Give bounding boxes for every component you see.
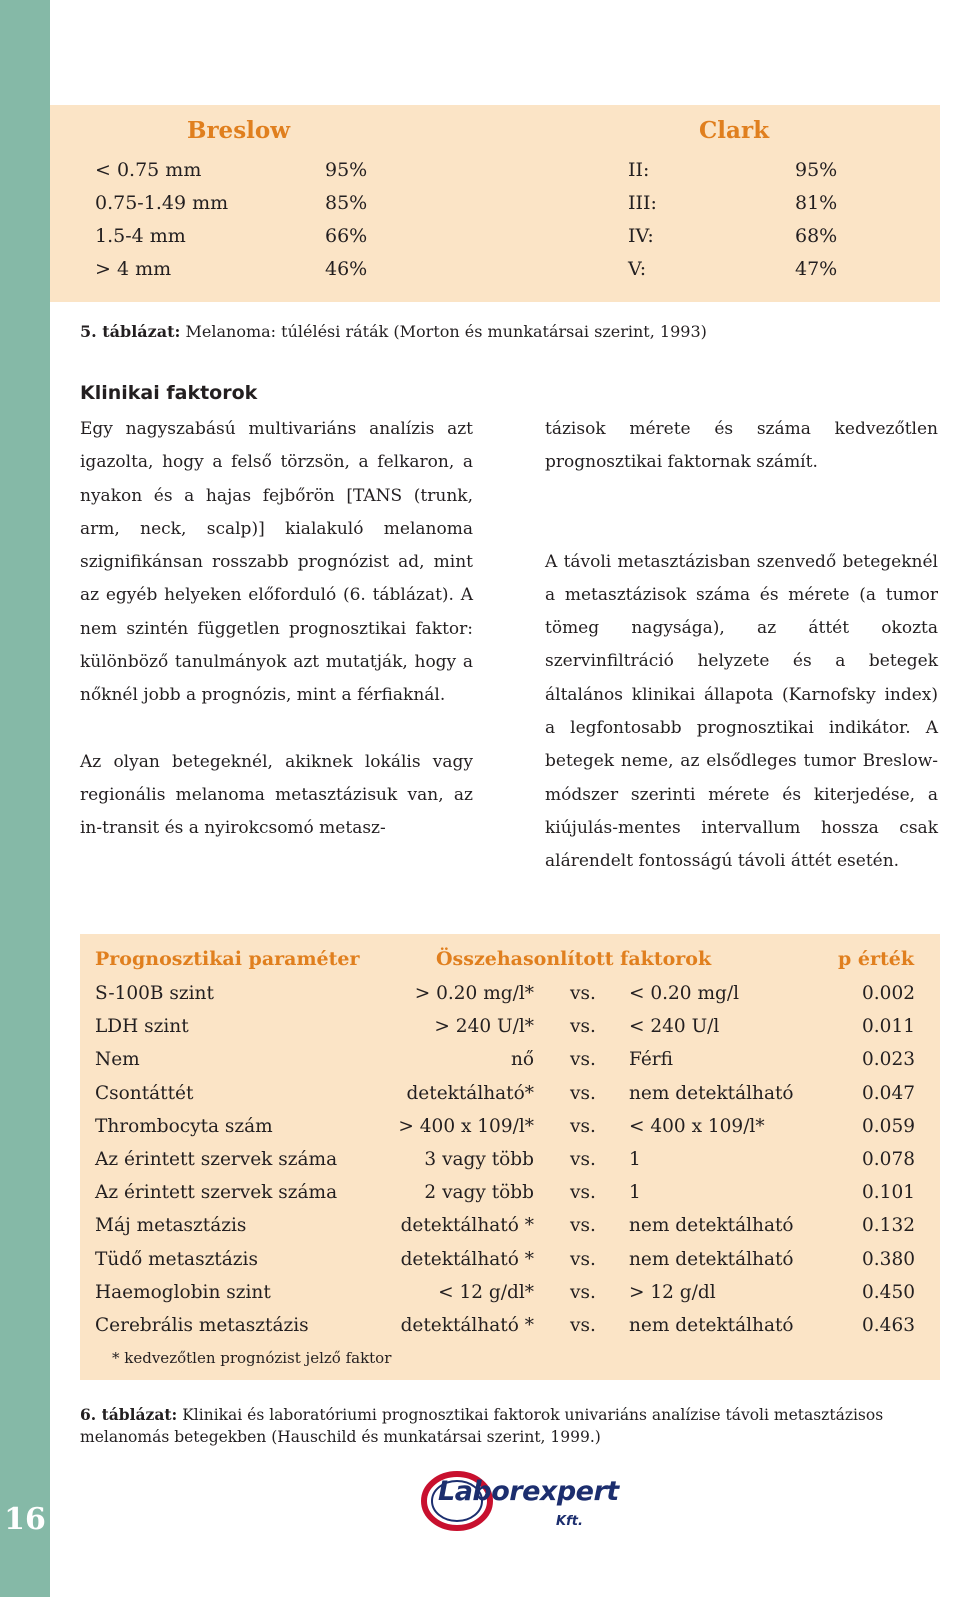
p-value-cell: 0.463 <box>862 1315 915 1336</box>
factor-a-cell: 3 vagy több <box>424 1149 534 1170</box>
left-paragraph-1: Egy nagyszabású multivariáns analízis azt igazolta, hogy a felső törzsön, a felkaron, a nyakon és a hajas fejbőrön [TANS (trunk, arm, neck, scalp)] kialakuló melanoma szignifikánsan rosszabb prognózist ad, mint az egyéb helyeken előforduló (6. táblázat). A nem szintén független prognosztikai faktor: különböző tanulmányok azt mutatják, hogy a nőknél jobb a prognózis, mint a férfiaknál. <box>80 419 473 706</box>
factor-b-cell: > 12 g/dl <box>629 1281 716 1303</box>
p-value-cell: 0.023 <box>862 1049 915 1071</box>
param-cell: Cerebrális metasztázis <box>95 1315 309 1336</box>
clark-value: 95% <box>795 159 838 181</box>
param-cell: LDH szint <box>95 1016 189 1038</box>
vs-cell: vs. <box>570 1082 596 1104</box>
breslow-label: < 0.75 mm <box>95 159 202 181</box>
left-paragraph-2: Az olyan betegeknél, akiknek lokális vagy regionális melanoma metasztázisuk van, az in-transit és a nyirokcsomó metasz- <box>80 751 473 839</box>
factor-a-cell: detektálható* <box>406 1082 534 1104</box>
factor-b-cell: 1 <box>629 1182 641 1204</box>
header-compared: Összehasonlított faktorok <box>436 948 712 970</box>
param-cell: Tüdő metasztázis <box>95 1248 258 1270</box>
vs-cell: vs. <box>570 1182 596 1204</box>
side-band <box>0 0 50 1597</box>
clark-value: 47% <box>795 258 838 280</box>
table6-caption-text: Klinikai és laboratóriumi prognosztikai faktorok univariáns analízise távoli metasztázisos melanomás betegekben (Hauschild és munkatársai szerint, 1999.) <box>80 1406 884 1446</box>
right-paragraph-1: tázisok mérete és száma kedvezőtlen prognosztikai faktornak számít. <box>545 419 938 473</box>
table6-caption-label: 6. táblázat: <box>80 1405 178 1424</box>
p-value-cell: 0.002 <box>862 983 915 1004</box>
factor-a-cell: detektálható * <box>400 1315 534 1336</box>
clark-label: II: <box>628 159 650 181</box>
vs-cell: vs. <box>570 1315 596 1336</box>
factor-b-cell: < 240 U/l <box>629 1016 720 1038</box>
table5-caption-text: Melanoma: túlélési ráták (Morton és munkatársai szerint, 1993) <box>185 322 707 341</box>
factor-b-cell: nem detektálható <box>629 1215 794 1237</box>
clark-title: Clark <box>699 117 769 144</box>
breslow-value: 95% <box>325 159 368 181</box>
factor-a-cell: < 12 g/dl* <box>438 1281 534 1303</box>
factor-a-cell: > 240 U/l* <box>434 1016 534 1038</box>
right-paragraph-2: A távoli metasztázisban szenvedő betegeknél a metasztázisok száma és mérete (a tumor tömeg nagysága), az áttét okozta szervinfiltráció helyzete és a betegek általános klinikai állapota (Karnofsky index) a legfontosabb prognosztikai indikátor. A betegek neme, az elsődleges tumor Breslow-módszer szerinti mérete és kiterjedése, a kiújulás-mentes intervallum hossza csak alárendelt fontosságú távoli áttét esetén. <box>545 551 938 872</box>
factor-b-cell: < 400 x 109/l* <box>629 1115 765 1137</box>
vs-cell: vs. <box>570 1049 596 1071</box>
param-cell: Máj metasztázis <box>95 1215 247 1237</box>
left-column <box>80 413 473 846</box>
param-cell: S-100B szint <box>95 983 214 1004</box>
factor-b-cell: nem detektálható <box>629 1315 794 1336</box>
vs-cell: vs. <box>570 1115 596 1137</box>
header-p-value: p érték <box>838 948 915 970</box>
factor-a-cell: > 400 x 109/l* <box>398 1115 534 1137</box>
breslow-value: 66% <box>325 225 368 247</box>
param-cell: Az érintett szervek száma <box>95 1149 338 1170</box>
param-cell: Az érintett szervek száma <box>95 1182 338 1204</box>
breslow-label: 0.75-1.49 mm <box>95 192 229 214</box>
table5-caption <box>80 321 920 343</box>
survival-table <box>50 105 940 302</box>
breslow-title: Breslow <box>187 117 291 144</box>
table5-caption-label: 5. táblázat: <box>80 322 181 341</box>
factor-a-cell: nő <box>510 1049 534 1071</box>
factor-b-cell: nem detektálható <box>629 1248 794 1270</box>
factor-b-cell: Férfi <box>629 1049 673 1071</box>
right-column <box>545 413 938 879</box>
clark-label: IV: <box>628 225 654 247</box>
factor-b-cell: < 0.20 mg/l <box>629 983 739 1004</box>
p-value-cell: 0.380 <box>862 1248 915 1270</box>
factor-a-cell: detektálható * <box>400 1248 534 1270</box>
breslow-label: 1.5-4 mm <box>95 225 186 247</box>
clark-value: 68% <box>795 225 838 247</box>
p-value-cell: 0.059 <box>862 1115 915 1137</box>
breslow-label: > 4 mm <box>95 258 172 280</box>
p-value-cell: 0.132 <box>862 1215 915 1237</box>
vs-cell: vs. <box>570 1281 596 1303</box>
clark-value: 81% <box>795 192 838 214</box>
param-cell: Haemoglobin szint <box>95 1281 271 1303</box>
clark-label: V: <box>628 258 647 280</box>
vs-cell: vs. <box>570 1248 596 1270</box>
param-cell: Thrombocyta szám <box>95 1115 273 1137</box>
factor-b-cell: 1 <box>629 1149 641 1170</box>
breslow-value: 85% <box>325 192 368 214</box>
logo-suffix: Kft. <box>556 1514 583 1529</box>
vs-cell: vs. <box>570 983 596 1004</box>
page-number: 16 <box>4 1502 46 1537</box>
factor-b-cell: nem detektálható <box>629 1082 794 1104</box>
factor-a-cell: > 0.20 mg/l* <box>414 983 534 1004</box>
header-param: Prognosztikai paraméter <box>95 948 360 970</box>
logo-name: Laborexpert <box>438 1476 619 1507</box>
breslow-value: 46% <box>325 258 368 280</box>
table6-caption <box>80 1404 920 1448</box>
p-value-cell: 0.078 <box>862 1149 915 1170</box>
factor-a-cell: 2 vagy több <box>424 1182 534 1204</box>
p-value-cell: 0.047 <box>862 1082 915 1104</box>
vs-cell: vs. <box>570 1149 596 1170</box>
section-heading: Klinikai faktorok <box>80 382 258 404</box>
vs-cell: vs. <box>570 1016 596 1038</box>
table6-footnote: * kedvezőtlen prognózist jelző faktor <box>112 1349 392 1367</box>
p-value-cell: 0.011 <box>862 1016 915 1038</box>
p-value-cell: 0.450 <box>862 1281 915 1303</box>
param-cell: Csontáttét <box>95 1082 194 1104</box>
vs-cell: vs. <box>570 1215 596 1237</box>
factor-a-cell: detektálható * <box>400 1215 534 1237</box>
clark-label: III: <box>628 192 657 214</box>
p-value-cell: 0.101 <box>862 1182 915 1204</box>
param-cell: Nem <box>95 1049 140 1071</box>
